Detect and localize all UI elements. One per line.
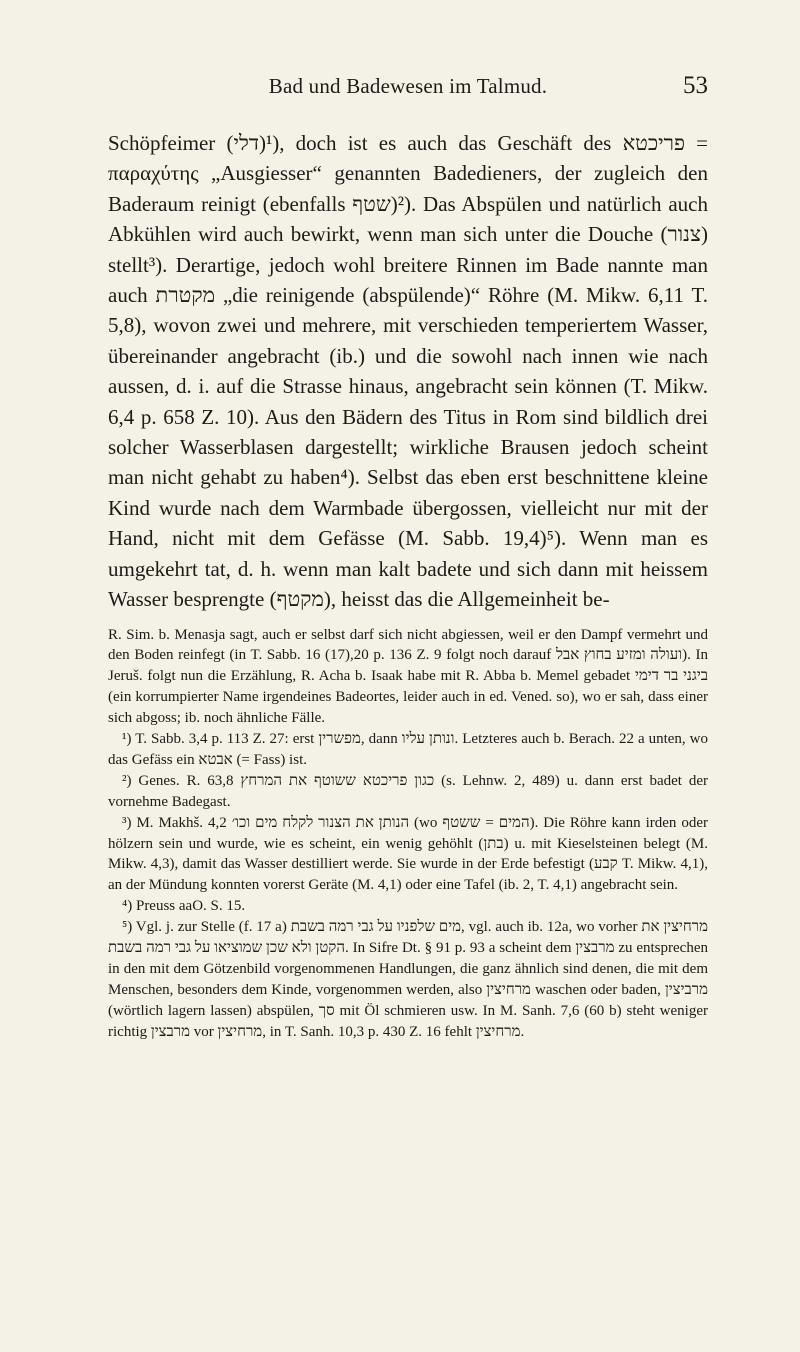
footnote-3: ³) M. Makhš. 4,2 הנותן את הצנור לקלח מים וכו׳ (wo המים = ששטף). Die Röhre kann irden oder hölzern sein und wurde, wie es scheint, ein wenig gehöhlt (בתן) u. mit Kieselsteinen belegt (M. Mikw. 4,3), damit das Wasser destilliert werde. Sie wurde in der Erde befestigt (קבע T. Mikw. 4,1), an der Mündung konnten vorerst Geräte (M. 4,1) oder eine Tafel (ib. 2, T. 4,1) angebracht sein. <box>108 814 709 894</box>
spacer <box>108 615 708 625</box>
footnote-5: ⁵) Vgl. j. zur Stelle (f. 17 a) מים שלפניו על גבי רמה בשבת, vgl. auch ib. 12a, wo vorher מרחיצין את הקטן ולא שכן שמוציאו על גבי רמה בשבת. In Sifre Dt. § 91 p. 93 a scheint dem מרבצין zu entsprechen in den mit dem Götzenbild vorgenommenen Handlungen, die ganz ähnlich sind denen, die mit dem Menschen, besonders dem Kinde, vorgenommen werden, also מרחיצין waschen oder baden, מרביצין (wörtlich lagern lassen) abspülen, סך mit Öl schmieren usw. In M. Sanh. 7,6 (60 b) steht weniger richtig מרבצין vor מרחיצין, in T. Sanh. 10,3 p. 430 Z. 16 fehlt מרחיצין. <box>108 919 709 1040</box>
footnote-2: ²) Genes. R. 63,8 כגון פריכטא ששוטף את המרחץ (s. Lehnw. 2, 489) u. dann erst badet der vornehme Badegast. <box>108 772 708 810</box>
main-paragraph: Schöpfeimer (דלי)¹), doch ist es auch das Geschäft des פריכטא = παραχύτης „Ausgiesser“ genannten Badedieners, der zugleich den Baderaum reinigt (ebenfalls שטף)²). Das Abspülen und natürlich auch Abkühlen wird auch bewirkt, wenn man sich unter die Douche (צנור) stellt³). Derartige, jedoch wohl breitere Rinnen im Bade nannte man auch מקטרת „die reinigende (abspülende)“ Röhre (M. Mikw. 6,11 T. 5,8), wovon zwei und mehrere, mit verschieden temperiertem Wasser, übereinander angebracht (ib.) und die sowohl nach innen wie nach aussen, d. i. auf die Strasse hinaus, angebracht sein können (T. Mikw. 6,4 p. 658 Z. 10). Aus den Bädern des Titus in Rom sind bildlich drei solcher Wasserblasen dargestellt; wirkliche Brausen jedoch scheint man nicht gehabt zu haben⁴). Selbst das eben erst beschnittene kleine Kind wurde nach dem Warmbade übergossen, vielleicht nur mit der Hand, nicht mit dem Gefässe (M. Sabb. 19,4)⁵). Wenn man es umgekehrt tat, d. h. wenn man kalt badete und sich dann mit heissem Wasser besprengte (מקטף), heisst das die Allgemeinheit be- <box>108 131 709 612</box>
footnotes <box>108 625 708 1043</box>
page-header <box>108 74 708 114</box>
footnote-continuation: R. Sim. b. Menasja sagt, auch er selbst darf sich nicht abgiessen, weil er den Dampf vermehrt und den Boden reinfegt (in T. Sabb. 16 (17),20 p. 136 Z. 9 folgt noch darauf ועולה ומזיע בחוץ אבל). In Jeruš. folgt nun die Erzählung, R. Acha b. Isaak habe mit R. Abba b. Memel gebadet ביגני בר דימי (ein korrumpierter Name irgendeines Badeortes, leider auch in ed. Vened. so), wo er sah, dass einer sich abgoss; ib. noch ähnliche Fälle. <box>108 626 708 727</box>
running-title: Bad und Badewesen im Talmud. <box>268 74 548 98</box>
footnote-4: ⁴) Preuss aaO. S. 15. <box>122 898 246 915</box>
page-number: 53 <box>683 72 708 99</box>
footnote-1: ¹) T. Sabb. 3,4 p. 113 Z. 27: erst מפשרין, dann ונותן עליו. Letzteres auch b. Berach. 22 a unten, wo das Gefäss ein אבטא (= Fass) ist. <box>108 731 708 768</box>
